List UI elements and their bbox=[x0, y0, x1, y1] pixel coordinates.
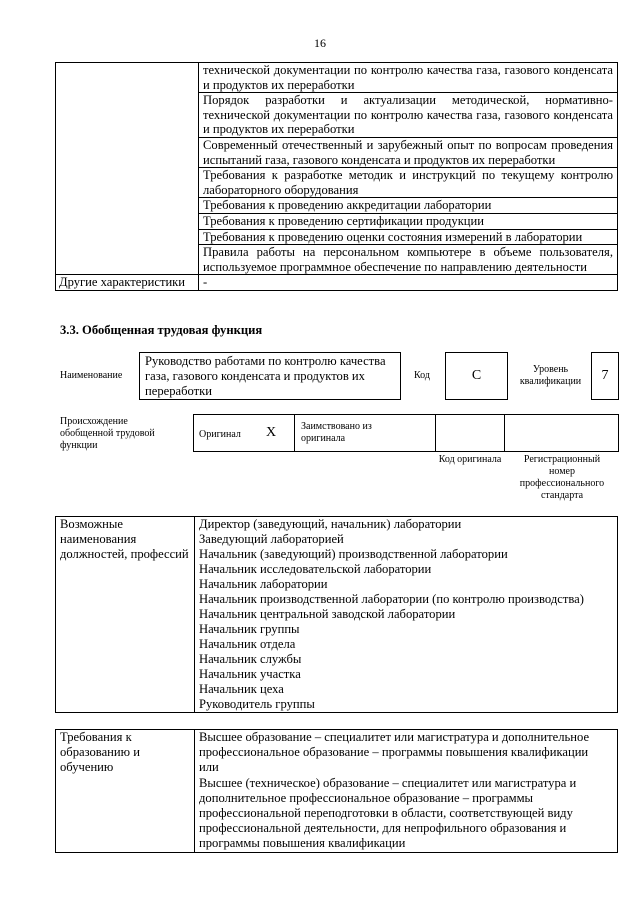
knowledge-row: технической документации по контролю качества газа, газового конденсата и продуктов их переработки bbox=[199, 63, 618, 93]
name-label: Наименование bbox=[60, 370, 123, 381]
knowledge-row: Требования к проведению оценки состояния измерений в лаборатории bbox=[199, 229, 618, 245]
list-item: Начальник группы bbox=[199, 622, 300, 636]
knowledge-row: Требования к разработке методик и инструкций по текущему контролю лабораторного оборудования bbox=[199, 168, 618, 198]
knowledge-row: Правила работы на персональном компьютере в объеме пользователя, используемое программное обеспечение по направлению деятельности bbox=[199, 245, 618, 275]
positions-label: Возможные наименования должностей, профессий bbox=[56, 517, 195, 713]
knowledge-row: Современный отечественный и зарубежный опыт по вопросам проведения испытаний газа, газового конденсата и продуктов их переработки bbox=[199, 137, 618, 167]
original-box bbox=[193, 414, 295, 452]
list-item: Начальник службы bbox=[199, 652, 302, 666]
list-item: Начальник центральной заводской лаборатории bbox=[199, 607, 456, 621]
original-mark: X bbox=[266, 425, 277, 440]
education-or: или bbox=[199, 760, 219, 775]
registration-number-box bbox=[504, 414, 619, 452]
list-item: Директор (заведующий, начальник) лаборатории bbox=[199, 517, 462, 531]
function-name-box bbox=[139, 352, 401, 400]
borrowed-label: Заимствовано из оригинала bbox=[301, 421, 372, 444]
code-label: Код bbox=[414, 370, 430, 381]
code-value: C bbox=[471, 368, 482, 383]
list-item: Заведующий лабораторией bbox=[199, 532, 344, 546]
level-box bbox=[591, 352, 619, 400]
origin-label: Происхождение обобщенной трудовой функции bbox=[60, 416, 155, 451]
list-item: Начальник производственной лаборатории (по контролю производства) bbox=[199, 592, 584, 606]
list-item: Начальник участка bbox=[199, 667, 301, 681]
education-option-1: Высшее образование – специалитет или магистратура и дополнительное профессиональное образование – программы повышения квалификации bbox=[199, 730, 590, 760]
other-characteristics-value: - bbox=[199, 275, 618, 291]
list-item: Начальник исследовательской лаборатории bbox=[199, 562, 432, 576]
positions-list bbox=[195, 517, 618, 713]
code-caption: Код оригинала bbox=[438, 454, 502, 465]
list-item: Начальник цеха bbox=[199, 682, 284, 696]
code-box bbox=[445, 352, 508, 400]
positions-table bbox=[55, 516, 618, 713]
list-item: Начальник лаборатории bbox=[199, 577, 328, 591]
knowledge-row: Порядок разработки и актуализации методической, нормативно-технической документации по контролю качества газа, газового конденсата и продуктов их переработки bbox=[199, 93, 618, 138]
list-item: Начальник отдела bbox=[199, 637, 296, 651]
knowledge-row: Требования к проведению аккредитации лаборатории bbox=[199, 198, 618, 214]
knowledge-table bbox=[55, 62, 618, 291]
education-option-2: Высшее (техническое) образование – специалитет или магистратура и дополнительное профессиональное образование – программы профессиональной переподготовки в области, соответствующей виду профессиональной деятельности, для непрофильного образования и программы повышения квалификации bbox=[199, 775, 577, 851]
education-label: Требования к образованию и обучению bbox=[56, 730, 195, 853]
section-title: 3.3. Обобщенная трудовая функция bbox=[60, 323, 263, 337]
knowledge-row: Требования к проведению сертификации продукции bbox=[199, 213, 618, 229]
knowledge-label-cell bbox=[56, 63, 199, 275]
borrowed-box bbox=[294, 414, 436, 452]
original-code-box bbox=[435, 414, 505, 452]
registration-caption: Регистрационный номер профессионального стандарта bbox=[519, 454, 605, 501]
education-requirements bbox=[195, 730, 618, 853]
list-item: Начальник (заведующий) производственной лаборатории bbox=[199, 547, 508, 561]
level-label: Уровень квалификации bbox=[519, 364, 582, 387]
level-value: 7 bbox=[601, 368, 609, 383]
page-number: 16 bbox=[314, 36, 326, 50]
original-label: Оригинал bbox=[199, 429, 241, 440]
education-table bbox=[55, 729, 618, 853]
other-characteristics-label: Другие характеристики bbox=[56, 275, 199, 291]
list-item: Руководитель группы bbox=[199, 697, 315, 711]
function-name: Руководство работами по контролю качества газа, газового конденсата и продуктов их переработки bbox=[145, 354, 386, 398]
